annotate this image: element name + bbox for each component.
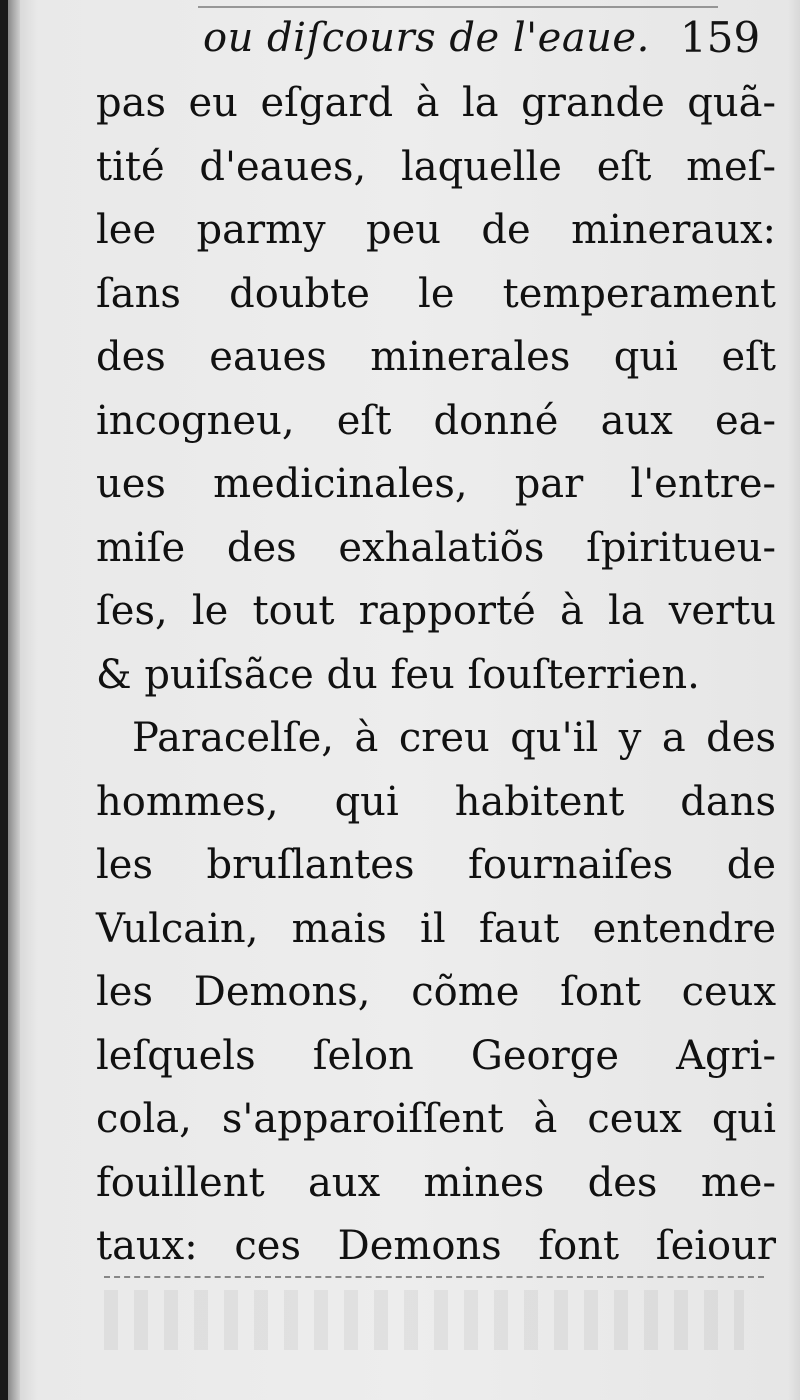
text-line: pas eu eſgard à la grande quã- (96, 80, 776, 126)
header-rule (198, 6, 718, 8)
text-line: les Demons, cõme ſont ceux (96, 969, 776, 1015)
page-gutter (8, 0, 20, 1400)
paragraph-start-line: Paracelſe, à creu qu'il y a des (132, 715, 776, 761)
text-line: hommes, qui habitent dans (96, 778, 776, 825)
text-line: incogneu, eſt donné aux ea- (96, 397, 776, 444)
text-line: taux: ces Demons font ſeiour (96, 1223, 776, 1269)
book-page (8, 0, 800, 1400)
text-line: ſans doubte le temperament (96, 270, 776, 317)
running-title: ou diſcours de l'eaue. (203, 15, 650, 61)
text-line: les bruſlantes fournaiſes de (96, 842, 776, 888)
text-line: leſquels ſelon George Agri- (96, 1032, 776, 1079)
text-line: miſe des exhalatiõs ſpiritueu- (96, 524, 776, 571)
text-line: cola, s'apparoiſſent à ceux qui (96, 1096, 776, 1142)
text-line: ues medicinales, par l'entre- (96, 461, 776, 507)
text-line: tité d'eaues, laquelle eſt meſ- (96, 143, 776, 190)
bottom-rule (104, 1276, 764, 1278)
text-line: des eaues minerales qui eſt (96, 334, 776, 380)
text-line: Vulcain, mais il faut entendre (96, 905, 776, 952)
running-head (8, 10, 800, 70)
text-line: lee parmy peu de mineraux: (96, 207, 776, 253)
paragraph-end-line: & puiſsãce du feu ſouſterrien. (96, 651, 700, 698)
body-text (96, 72, 776, 1279)
text-line: ſes, le tout rapporté à la vertu (96, 588, 776, 634)
show-through (104, 1290, 744, 1350)
text-line: fouillent aux mines des me- (96, 1159, 776, 1206)
page-number: 159 (680, 13, 761, 62)
